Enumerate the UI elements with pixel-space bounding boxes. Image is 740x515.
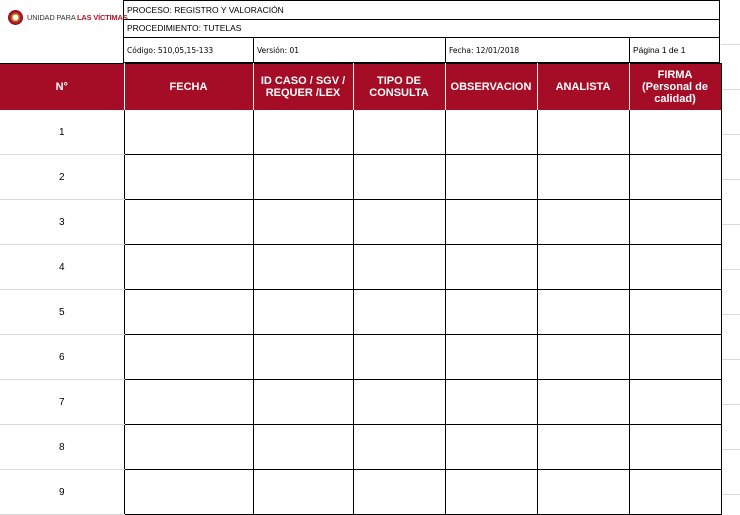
firma-cell[interactable]	[629, 155, 721, 200]
fecha-cell[interactable]	[124, 200, 253, 245]
logo-text-part1: UNIDAD PARA	[27, 13, 77, 22]
id-caso-cell[interactable]	[253, 335, 353, 380]
fecha-cell[interactable]	[446, 38, 630, 62]
procedimiento-cell[interactable]	[124, 19, 720, 38]
column-header-id-caso[interactable]: ID CASO / SGV / REQUER /LEX	[253, 64, 353, 111]
observacion-cell[interactable]	[445, 245, 537, 290]
fecha-cell[interactable]	[124, 380, 253, 425]
firma-cell[interactable]	[629, 335, 721, 380]
id-caso-cell[interactable]	[253, 425, 353, 470]
column-header-analista[interactable]: ANALISTA	[537, 64, 629, 111]
version-cell[interactable]	[254, 38, 446, 62]
fecha-cell[interactable]	[124, 335, 253, 380]
codigo-text: Código: 510,05,15-133	[127, 45, 214, 55]
row-number-cell[interactable]: 3	[0, 200, 124, 245]
table-row	[0, 245, 721, 290]
table-row	[0, 380, 721, 425]
procedimiento-text: PROCEDIMIENTO: TUTELAS	[127, 23, 242, 33]
row-number-cell[interactable]: 4	[0, 245, 124, 290]
fecha-cell[interactable]	[124, 245, 253, 290]
tipo-consulta-cell[interactable]	[353, 155, 445, 200]
analista-cell[interactable]	[537, 200, 629, 245]
observacion-cell[interactable]	[445, 155, 537, 200]
tipo-consulta-cell[interactable]	[353, 245, 445, 290]
proceso-cell[interactable]	[124, 0, 720, 20]
row-number-cell[interactable]: 2	[0, 155, 124, 200]
observacion-cell[interactable]	[445, 425, 537, 470]
tipo-consulta-cell[interactable]	[353, 200, 445, 245]
observacion-cell[interactable]	[445, 290, 537, 335]
tipo-consulta-cell[interactable]	[353, 380, 445, 425]
row-number-cell[interactable]: 7	[0, 380, 124, 425]
pagina-text: Página 1 de 1	[633, 45, 686, 55]
logo-text-part2: LAS VÍCTIMAS	[76, 13, 128, 22]
observacion-cell[interactable]	[445, 110, 537, 155]
logo	[8, 10, 128, 25]
observacion-cell[interactable]	[445, 380, 537, 425]
id-caso-cell[interactable]	[253, 110, 353, 155]
column-header-fecha[interactable]: FECHA	[124, 64, 253, 111]
colombia-seal-icon	[8, 10, 23, 25]
firma-cell[interactable]	[629, 245, 721, 290]
id-caso-cell[interactable]	[253, 380, 353, 425]
logo-text	[27, 13, 128, 22]
tipo-consulta-cell[interactable]	[353, 470, 445, 515]
tipo-consulta-cell[interactable]	[353, 335, 445, 380]
analista-cell[interactable]	[537, 290, 629, 335]
column-header-observacion[interactable]: OBSERVACION	[445, 64, 537, 111]
table-row	[0, 200, 721, 245]
column-header-tipo-consulta[interactable]: TIPO DE CONSULTA	[353, 64, 445, 111]
firma-cell[interactable]	[629, 470, 721, 515]
id-caso-cell[interactable]	[253, 470, 353, 515]
firma-cell[interactable]	[629, 200, 721, 245]
fecha-cell[interactable]	[124, 155, 253, 200]
firma-cell[interactable]	[629, 380, 721, 425]
column-header-numero[interactable]: N°	[0, 64, 124, 111]
observacion-cell[interactable]	[445, 200, 537, 245]
observacion-cell[interactable]	[445, 335, 537, 380]
table-row	[0, 470, 721, 515]
pagina-cell[interactable]	[630, 38, 720, 62]
firma-cell[interactable]	[629, 110, 721, 155]
fecha-cell[interactable]	[124, 470, 253, 515]
observacion-cell[interactable]	[445, 470, 537, 515]
codigo-cell[interactable]	[124, 38, 254, 62]
table-row	[0, 290, 721, 335]
logo-cell[interactable]	[0, 0, 128, 63]
metadata-row	[124, 38, 720, 63]
id-caso-cell[interactable]	[253, 200, 353, 245]
firma-cell[interactable]	[629, 290, 721, 335]
table-row	[0, 110, 721, 155]
fecha-cell[interactable]	[124, 110, 253, 155]
table-row	[0, 335, 721, 380]
row-number-cell[interactable]: 6	[0, 335, 124, 380]
row-number-cell[interactable]: 9	[0, 470, 124, 515]
column-header-firma[interactable]: FIRMA (Personal de calidad)	[629, 64, 721, 111]
table-row	[0, 425, 721, 470]
table-row	[0, 155, 721, 200]
id-caso-cell[interactable]	[253, 245, 353, 290]
tipo-consulta-cell[interactable]	[353, 110, 445, 155]
row-number-cell[interactable]: 5	[0, 290, 124, 335]
tutelas-table	[0, 63, 722, 515]
analista-cell[interactable]	[537, 335, 629, 380]
analista-cell[interactable]	[537, 380, 629, 425]
tipo-consulta-cell[interactable]	[353, 425, 445, 470]
row-number-cell[interactable]: 1	[0, 110, 124, 155]
analista-cell[interactable]	[537, 245, 629, 290]
id-caso-cell[interactable]	[253, 290, 353, 335]
fecha-text: Fecha: 12/01/2018	[449, 45, 520, 55]
version-text: Versión: 01	[257, 45, 300, 55]
id-caso-cell[interactable]	[253, 155, 353, 200]
analista-cell[interactable]	[537, 425, 629, 470]
firma-cell[interactable]	[629, 425, 721, 470]
table-header-row	[0, 64, 721, 111]
proceso-text: PROCESO: REGISTRO Y VALORACIÓN	[127, 5, 284, 15]
sheet-gridlines	[721, 0, 740, 500]
fecha-cell[interactable]	[124, 290, 253, 335]
analista-cell[interactable]	[537, 110, 629, 155]
fecha-cell[interactable]	[124, 425, 253, 470]
analista-cell[interactable]	[537, 470, 629, 515]
row-number-cell[interactable]: 8	[0, 425, 124, 470]
tipo-consulta-cell[interactable]	[353, 290, 445, 335]
analista-cell[interactable]	[537, 155, 629, 200]
